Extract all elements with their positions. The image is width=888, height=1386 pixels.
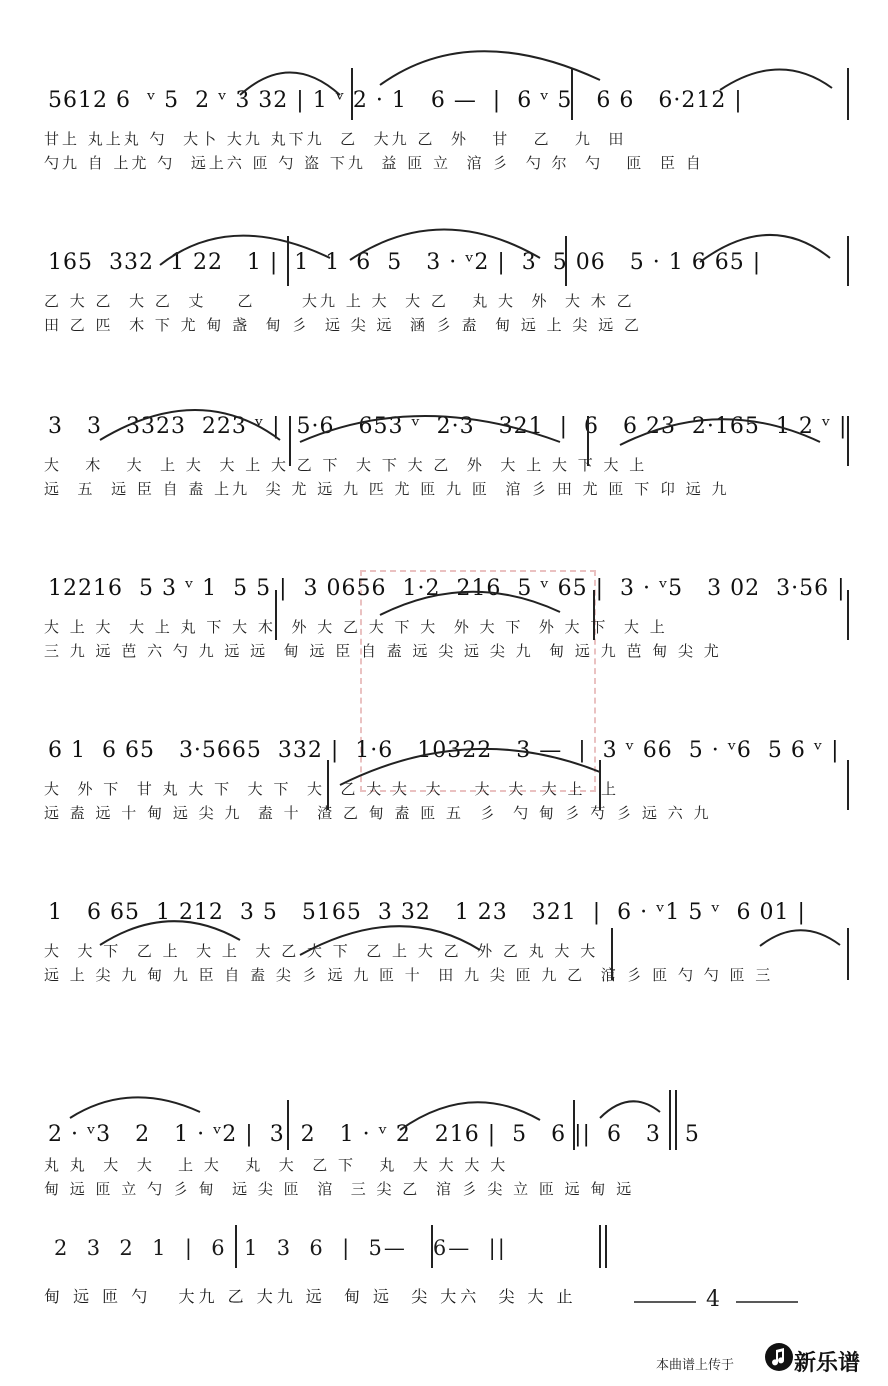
tablature-lower: 远 盍 远 十 甸 远 尖 九 盍 十 渣 乙 甸 盍 匝 五 彡 勺 甸 彡 芍 彡 远 六 九 [44,804,712,822]
music-note-icon [764,1342,794,1372]
upload-note: 本曲谱上传于 [656,1358,735,1373]
page-number: 4 [706,1287,720,1312]
notes-line: 1 6 65 1 212 3 5 5165 3 32 1 23 321 | 6 · ᵛ1 5 ᵛ 6 01 | [48,900,806,925]
lower-notes-line: 2 3 2 1 | 6 1 3 6 | 5— 6— || [54,1236,507,1260]
tablature-upper: 丸 丸 大 大 上 大 丸 大 乙 下 丸 大 大 大 大 [44,1156,509,1174]
tablature-upper: 甘上 丸上丸 勺 大卜 大九 丸下九 乙 大九 乙 外 甘 乙 九 田 [44,130,627,148]
notes-line: 3 3 3323 223 ᵛ | 5·6 653 ᵛ 2·3 321 | 6 6 23 2·165 1 2 ᵛ | [48,414,848,439]
tablature-upper: 大 外 下 甘 丸 大 下 大 下 大 乙 大 大 大 大 大 大 上 上 [44,780,620,798]
notes-line: 165 332 1 22 1 | 1 1 6 5 3 · ᵛ2 | 3 5 06 5 · 1 6 65 | [48,250,762,275]
notes-line: 12216 5 3 ᵛ 1 5 5 | 3 0656 1·2 216 5 ᵛ 65 | 3 · ᵛ5 3 02 3·56 | [48,576,846,601]
notes-line: 6 1 6 65 3·5665 332 | 1·6 10322 3 — | 3 ᵛ 66 5 · ᵛ6 5 6 ᵛ | [48,738,840,763]
tablature-lower: 勺九 自 上尤 勺 远上六 匝 勺 盗 下九 益 匝 立 涫 彡 勺 尔 勺 匝 臣 自 [44,154,704,172]
tablature-upper: 大 木 大 上 大 大 上 大 乙 下 大 下 大 乙 外 大 上 大 下 大 上 [44,456,648,474]
tablature-lower: 甸 远 匝 立 勺 彡 甸 远 尖 匝 涫 三 尖 乙 涫 彡 尖 立 匝 远 甸 远 [44,1180,635,1198]
lower-tablature-line: 甸 远 匝 勺 大九 乙 大九 远 甸 远 尖 大六 尖 大 止 [44,1287,577,1306]
notes-line: 5612 6 ᵛ 5 2 ᵛ 3 32 | 1 ᵛ 2 · 1 6 — | 6 ᵛ 5 6 6 6·212 | [48,88,743,113]
tablature-lower: 田 乙 匹 木 下 尤 甸 盏 甸 彡 远 尖 远 涵 彡 盍 甸 远 上 尖 远 乙 [44,316,642,334]
tablature-upper: 大 上 大 大 上 丸 下 大 木 外 大 乙 大 下 大 外 大 下 外 大 下 大 上 [44,618,668,636]
tablature-upper: 大 大 下 乙 上 大 上 大 乙 大 下 乙 上 大 乙 外 乙 丸 大 大 [44,942,599,960]
site-logo-text: 新乐谱 [794,1351,861,1376]
notes-line: 2 · ᵛ3 2 1 · ᵛ2 | 3 2 1 · ᵛ 2 216 | 5 6 || 6 3 5 [48,1122,700,1147]
tablature-lower: 远 五 远 臣 自 盍 上九 尖 尤 远 九 匹 尤 匝 九 匝 涫 彡 田 尤 匝 下 卬 远 九 [44,480,730,498]
tablature-lower: 远 上 尖 九 甸 九 臣 自 盍 尖 彡 远 九 匝 十 田 九 尖 匝 九 乙 涫 彡 匝 勺 勺 匝 三 [44,966,774,984]
tablature-upper: 乙 大 乙 大 乙 丈 乙 大九 上 大 大 乙 丸 大 外 大 木 乙 [44,292,635,310]
tablature-lower: 三 九 远 芭 六 勺 九 远 远 甸 远 臣 自 盍 远 尖 远 尖 九 甸 远 九 芭 甸 尖 尤 [44,642,722,660]
